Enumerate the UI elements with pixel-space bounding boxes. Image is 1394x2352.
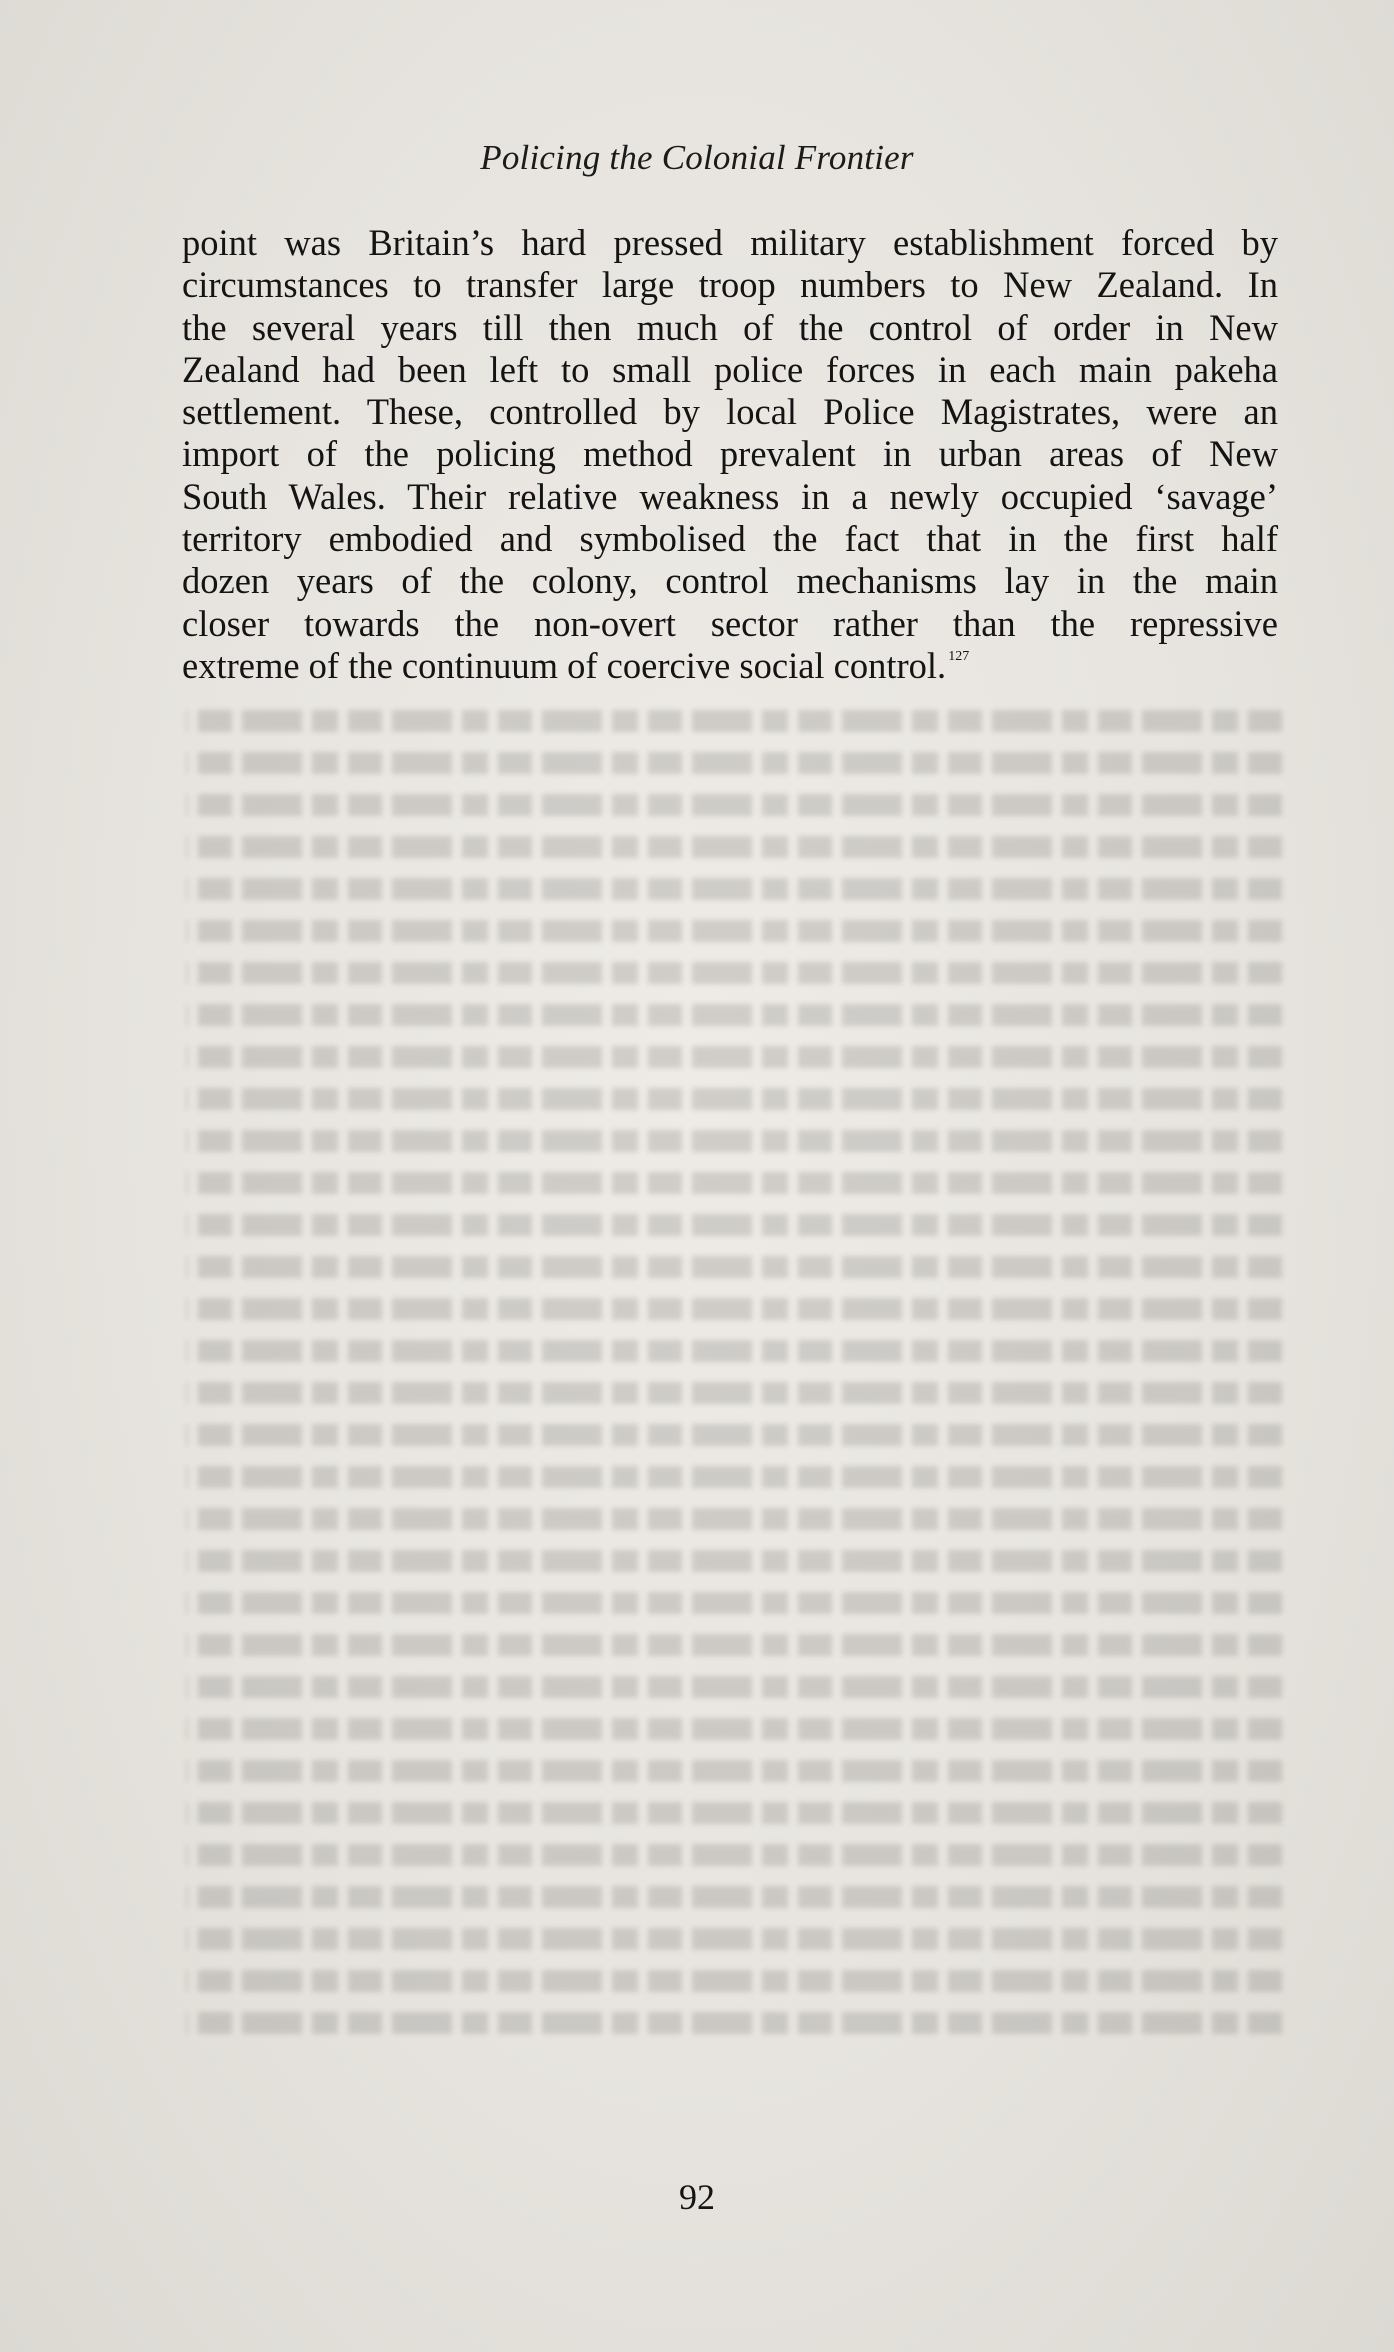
body-line: import of the policing method prevalent in urban areas of New: [182, 433, 1278, 475]
page-number: 92: [679, 2177, 715, 2217]
body-line: the several years till then much of the control of order in New: [182, 306, 1278, 348]
body-line: dozen years of the colony, control mechanisms lay in the main: [182, 560, 1278, 602]
footnote-reference[interactable]: 127: [948, 648, 970, 664]
body-line: South Wales. Their relative weakness in a newly occupied ‘savage’: [182, 475, 1278, 517]
show-through-text: [186, 700, 1282, 2100]
body-line: circumstances to transfer large troop numbers to New Zealand. In: [182, 264, 1278, 306]
body-line: closer towards the non-overt sector rather than the repressive: [182, 602, 1278, 644]
body-line-text: extreme of the continuum of coercive social control.: [182, 644, 947, 686]
body-line: settlement. These, controlled by local Police Magistrates, were an: [182, 391, 1278, 433]
body-paragraph: [182, 222, 1278, 687]
body-line: point was Britain’s hard pressed military establishment forced by: [182, 222, 1278, 263]
body-line: territory embodied and symbolised the fact that in the first half: [182, 518, 1278, 560]
body-line: Zealand had been left to small police forces in each main pakeha: [182, 348, 1278, 390]
running-head: Policing the Colonial Frontier: [480, 138, 914, 177]
body-line-last: [182, 645, 1278, 687]
